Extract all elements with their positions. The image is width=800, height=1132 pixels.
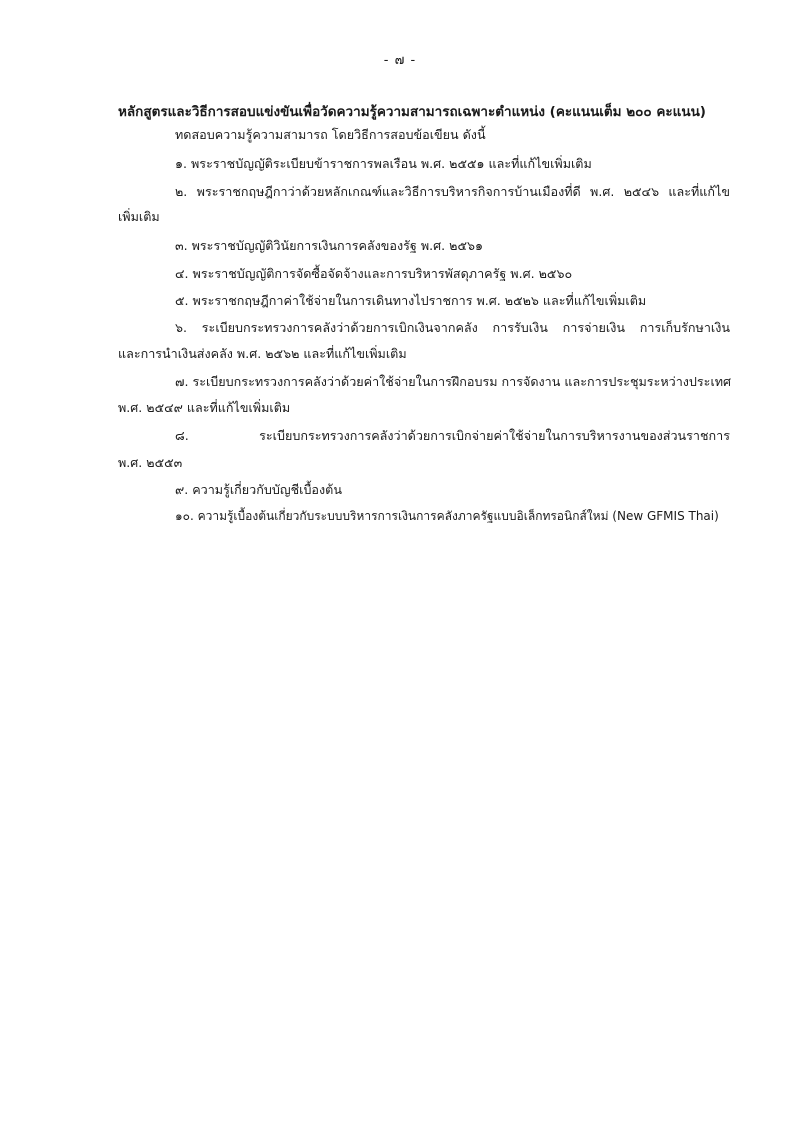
list-item-6-continuation: และการนำเงินส่งคลัง พ.ศ. ๒๕๖๒ และที่แก้ไขเพิ่มเติม	[118, 346, 407, 361]
list-item-8-continuation: พ.ศ. ๒๕๕๓	[118, 455, 183, 470]
list-item-6: ๖. ระเบียบกระทรวงการคลังว่าด้วยการเบิกเงินจากคลัง การรับเงิน การจ่ายเงิน การเก็บรักษาเงิน	[175, 320, 730, 335]
section-heading: หลักสูตรและวิธีการสอบแข่งขันเพื่อวัดความรู้ความสามารถเฉพาะตำแหน่ง (คะแนนเต็ม ๒๐๐ คะแนน)	[118, 104, 706, 120]
list-item-1: ๑. พระราชบัญญัติระเบียบข้าราชการพลเรือน พ.ศ. ๒๕๕๑ และที่แก้ไขเพิ่มเติม	[175, 156, 592, 171]
list-item-8: ๘. ระเบียบกระทรวงการคลังว่าด้วยการเบิกจ่ายค่าใช้จ่ายในการบริหารงานของส่วนราชการ	[175, 428, 730, 443]
list-item-5: ๕. พระราชกฤษฎีกาค่าใช้จ่ายในการเดินทางไปราชการ พ.ศ. ๒๕๒๖ และที่แก้ไขเพิ่มเติม	[175, 293, 647, 308]
list-item-4: ๔. พระราชบัญญัติการจัดซื้อจัดจ้างและการบริหารพัสดุภาครัฐ พ.ศ. ๒๕๖๐	[175, 266, 573, 281]
list-item-2: ๒. พระราชกฤษฎีกาว่าด้วยหลักเกณฑ์และวิธีการบริหารกิจการบ้านเมืองที่ดี พ.ศ. ๒๕๔๖ และที่แก้ไข	[175, 184, 730, 199]
list-item-7: ๗. ระเบียบกระทรวงการคลังว่าด้วยค่าใช้จ่ายในการฝึกอบรม การจัดงาน และการประชุมระหว่างประเทศ	[175, 374, 732, 389]
list-item-10: ๑๐. ความรู้เบื้องต้นเกี่ยวกับระบบบริหารการเงินการคลังภาครัฐแบบอิเล็กทรอนิกส์ใหม่ (New GFMIS Thai)	[175, 509, 719, 523]
list-item-7-continuation: พ.ศ. ๒๕๔๙ และที่แก้ไขเพิ่มเติม	[118, 400, 291, 415]
list-item-9: ๙. ความรู้เกี่ยวกับบัญชีเบื้องต้น	[175, 482, 342, 497]
list-item-3: ๓. พระราชบัญญัติวินัยการเงินการคลังของรัฐ พ.ศ. ๒๕๖๑	[175, 238, 483, 253]
intro-text: ทดสอบความรู้ความสามารถ โดยวิธีการสอบข้อเขียน ดังนี้	[175, 127, 486, 142]
page-number: - ๗ -	[383, 53, 417, 68]
list-item-2-continuation: เพิ่มเติม	[118, 209, 160, 224]
